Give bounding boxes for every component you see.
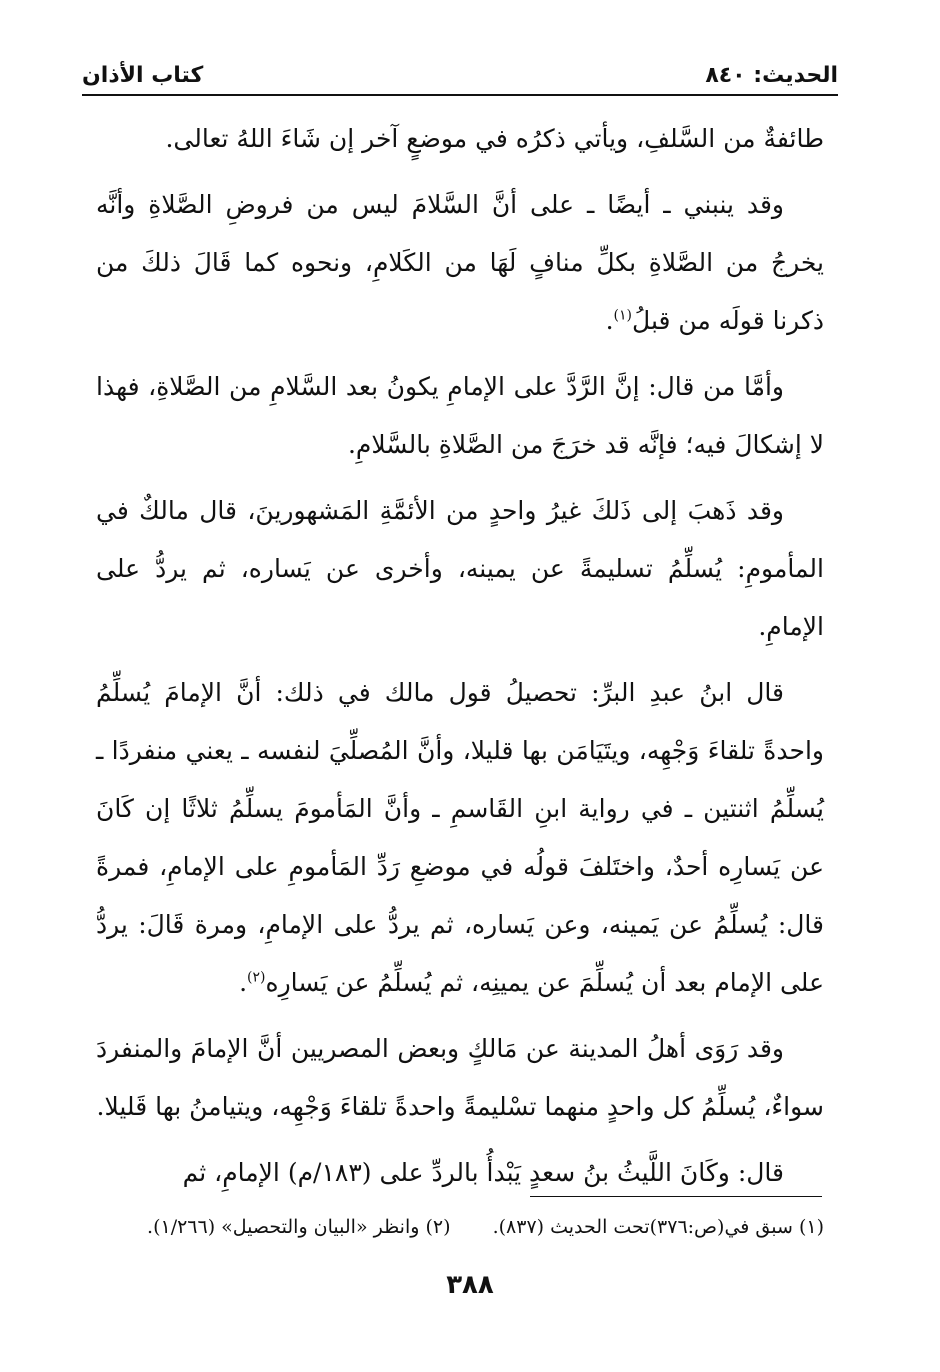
hadith-number: الحديث: ٨٤٠ <box>705 62 838 88</box>
running-head <box>82 58 838 92</box>
footnote-ref-1: (١) <box>613 307 633 324</box>
book-title: كتاب الأذان <box>82 62 204 88</box>
header-rule <box>82 94 838 96</box>
paragraph: قال ابنُ عبدِ البرِّ: تحصيلُ قول مالك في ذلك: أنَّ الإمامَ يُسلِّمُ واحدةً تلقاءَ وَجْهِه، ويتَيَامَن بها قليلا، وأنَّ المُصلِّيَ لنفسه ـ يعني منفردًا ـ يُسلِّمُ اثنتين ـ في رواية ابنِ القَاسمِ ـ وأنَّ المَأمومَ يسلِّمُ ثلاثًا إن كَانَ عن يَسارِه أحدٌ، واختَلفَ قولُه في موضعِ رَدِّ المَأمومِ على الإمامِ، فمرةً قال: يُسلِّمُ عن يَمينه، وعن يَساره، ثم يردُّ على الإمامِ، ومرة قَالَ: يردُّ على الإمام بعد أن يُسلِّمَ عن يمينِه، ثم يُسلِّمُ عن يَسارِه$^{(٢)}$. <box>96 678 824 997</box>
main-text <box>96 110 824 1210</box>
sentence-end: . <box>239 968 248 997</box>
page-number: ٣٨٨ <box>446 1270 494 1300</box>
paragraph: طائفةٌ من السَّلفِ، ويأتي ذكرُه في موضعٍ آخر إن شَاءَ اللهُ تعالى. <box>165 124 824 153</box>
paragraph: وقد ينبني ـ أيضًا ـ على أنَّ السَّلامَ ليس من فروضِ الصَّلاةِ وأنَّه يخرجُ من الصَّلاةِ بكلِّ منافٍ لَهَا من الكَلامِ، ونحوه كما قَالَ ذلكَ من ذكرنا قولَه من قبلُ$^{(١)}$. <box>96 190 824 335</box>
footnote-separator <box>530 1196 822 1197</box>
footnote-1: (١) سبق في(ص:٣٧٦)تحت الحديث (٨٣٧). <box>492 1216 824 1238</box>
paragraph: وقد ذَهبَ إلى ذَلكَ غيرُ واحدٍ من الأئمَّةِ المَشهورينَ، قال مالكٌ في المأمومِ: يُسلِّمُ تسليمةً عن يمينه، وأخرى عن يَساره، ثم يردُّ على الإمامِ. <box>96 496 824 641</box>
footnotes <box>90 1212 824 1242</box>
footnote-ref-2: (٢) <box>247 969 266 986</box>
paragraph: قال: وكَانَ اللَّيثُ بنُ سعدٍ يَبْدأُ بالردِّ على (١٨٣/م) الإمامِ، ثم <box>182 1158 784 1187</box>
paragraph: وأمَّا من قال: إنَّ الرَّدَّ على الإمامِ يكونُ بعد السَّلامِ من الصَّلاةِ، فهذا لا إشكالَ فيه؛ فإنَّه قد خرَجَ من الصَّلاةِ بالسَّلامِ. <box>96 372 824 459</box>
sentence-end: . <box>605 306 614 335</box>
footnote-2: (٢) وانظر «البيان والتحصيل» (١/٢٦٦). <box>147 1216 451 1238</box>
paragraph: وقد رَوَى أهلُ المدينة عن مَالكٍ وبعض المصريين أنَّ الإمامَ والمنفردَ سواءٌ، يُسلِّمُ كل واحدٍ منهما تسْليمةً واحدةً تلقاءَ وَجْهِه، ويتيامنُ بها قَليلا. <box>96 1034 824 1121</box>
